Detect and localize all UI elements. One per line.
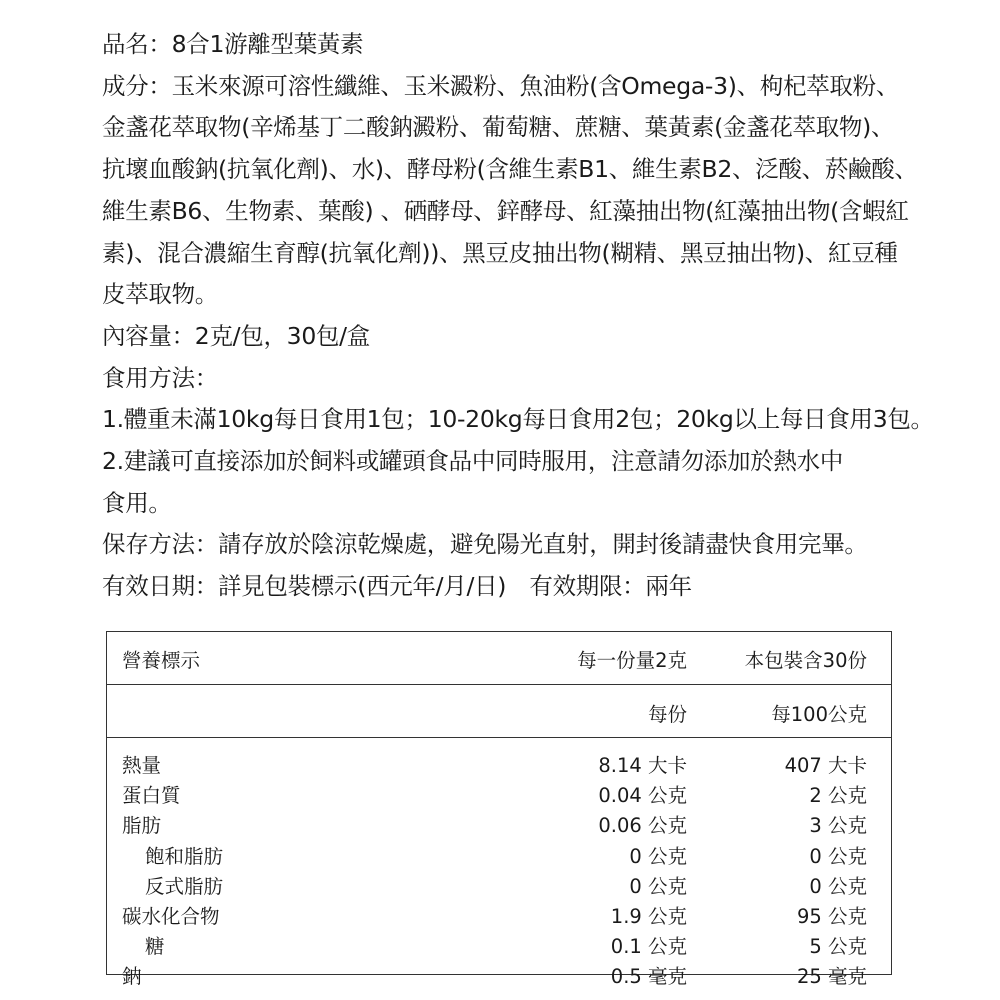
nutrient-per-serving: 8.14 大卡	[598, 754, 687, 777]
per-serving-header: 每份	[647, 703, 687, 726]
nutrient-name: 熱量	[122, 754, 162, 777]
nutrition-row	[107, 959, 891, 989]
nutrient-per-100g: 3 公克	[809, 814, 867, 838]
nutrient-per-100g: 95 公克	[796, 904, 867, 928]
usage-heading: 食用方法：	[102, 363, 218, 392]
servings-per-pack: 本包裝含30份	[744, 649, 867, 672]
nutrient-per-100g: 2 公克	[809, 784, 867, 808]
usage-line-2: 2.建議可直接添加於飼料或罐頭食品中同時服用，注意請勿添加於熱水中	[102, 447, 844, 476]
nutrient-per-serving: 0 公克	[629, 874, 687, 898]
nutrition-column-header-row	[107, 685, 891, 738]
nutrition-row	[107, 748, 891, 778]
nutrient-per-100g: 25 毫克	[796, 965, 867, 989]
nutrient-name: 脂肪	[122, 814, 162, 838]
nutrient-per-serving: 0.5 毫克	[610, 965, 687, 989]
nutrition-row	[107, 778, 891, 808]
nutrient-name: 反式脂肪	[145, 874, 224, 898]
nutrition-title: 營養標示	[122, 649, 201, 672]
nutrient-per-serving: 0.1 公克	[610, 935, 687, 959]
nutrient-name: 糖	[145, 935, 165, 959]
ingredients-line-6: 皮萃取物。	[102, 280, 218, 309]
ingredients-line-4: 維生素B6、生物素、葉酸) 、硒酵母、鋅酵母、紅藻抽出物(紅藻抽出物(含蝦紅	[102, 196, 909, 225]
per-100g-header: 每100公克	[771, 703, 867, 726]
nutrient-name: 蛋白質	[122, 784, 181, 808]
ingredients-line-5: 素)、混合濃縮生育醇(抗氧化劑))、黑豆皮抽出物(糊精、黑豆抽出物)、紅豆種	[102, 238, 898, 267]
expiry-line: 有效日期：詳見包裝標示(西元年/月/日) 有效期限：兩年	[102, 572, 692, 601]
nutrition-row	[107, 869, 891, 899]
nutrient-per-serving: 0.04 公克	[598, 784, 687, 808]
nutrition-header-row	[107, 632, 891, 685]
net-content-line: 內容量：2克/包，30包/盒	[102, 321, 370, 350]
usage-line-1: 1.體重未滿10kg每日食用1包；10-20kg每日食用2包；20kg以上每日食用3包。	[102, 405, 934, 434]
product-name-line: 品名：8合1游離型葉黃素	[102, 30, 364, 58]
nutrient-name: 碳水化合物	[122, 904, 220, 928]
usage-line-3: 食用。	[102, 488, 172, 517]
storage-line: 保存方法：請存放於陰涼乾燥處，避免陽光直射，開封後請盡快食用完畢。	[102, 530, 868, 559]
nutrient-per-100g: 0 公克	[809, 874, 867, 898]
nutrition-body	[107, 738, 891, 990]
nutrition-row	[107, 839, 891, 869]
serving-size: 每一份量2克	[577, 649, 687, 672]
ingredients-line-3: 抗壞血酸鈉(抗氧化劑)、水)、酵母粉(含維生素B1、維生素B2、泛酸、菸鹼酸、	[102, 155, 918, 184]
product-description	[102, 24, 934, 608]
nutrient-name: 鈉	[122, 965, 142, 989]
nutrition-row	[107, 808, 891, 838]
nutrient-per-100g: 407 大卡	[784, 754, 867, 777]
ingredients-line-2: 金盞花萃取物(辛烯基丁二酸鈉澱粉、葡萄糖、蔗糖、葉黃素(金盞花萃取物)、	[102, 113, 895, 142]
nutrient-per-100g: 0 公克	[809, 844, 867, 868]
nutrient-per-serving: 0 公克	[629, 844, 687, 868]
nutrient-per-serving: 1.9 公克	[610, 904, 687, 928]
nutrition-table	[106, 631, 892, 989]
nutrient-name: 飽和脂肪	[145, 844, 224, 868]
nutrient-per-100g: 5 公克	[809, 935, 867, 959]
nutrition-row	[107, 929, 891, 959]
nutrient-per-serving: 0.06 公克	[598, 814, 687, 838]
nutrition-row	[107, 899, 891, 929]
ingredients-line-1: 成分：玉米來源可溶性纖維、玉米澱粉、魚油粉(含Omega-3)、枸杞萃取粉、	[102, 71, 900, 100]
